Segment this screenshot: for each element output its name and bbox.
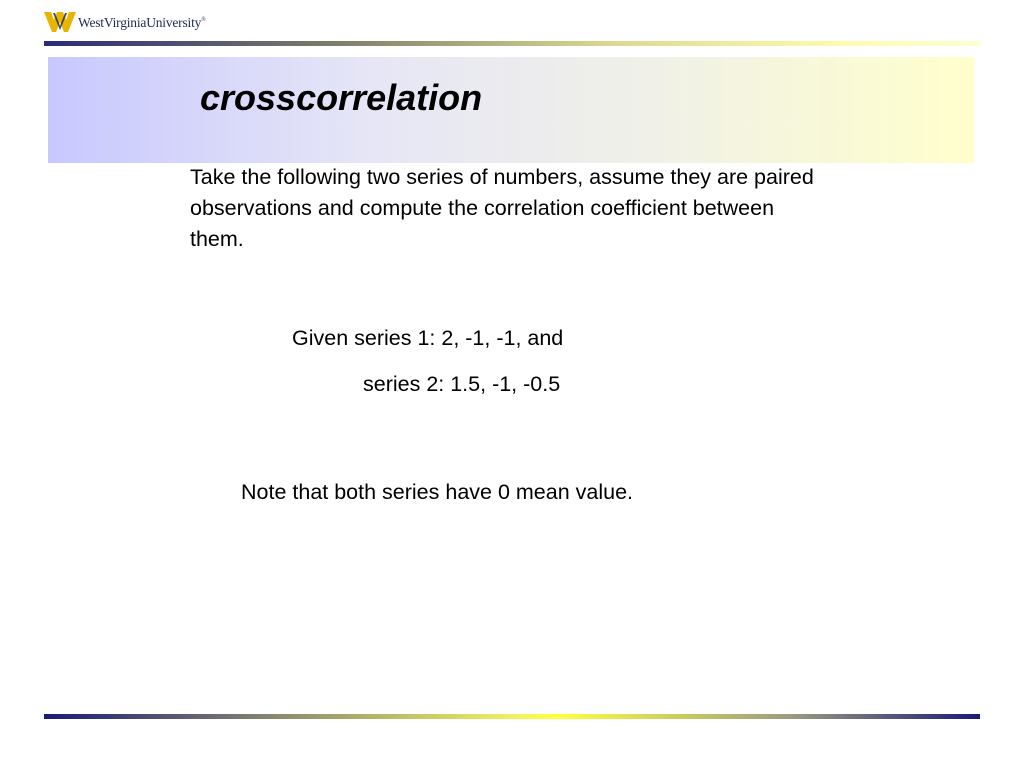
series-1-text: Given series 1: 2, -1, -1, and: [292, 326, 564, 350]
slide-title: crosscorrelation: [200, 77, 483, 118]
logo-text: WestVirginiaUniversity: [78, 15, 202, 30]
series-2-text: series 2: 1.5, -1, -0.5: [363, 372, 561, 396]
wvu-logo: [44, 8, 206, 36]
flying-wv-icon: [44, 10, 76, 34]
registered-mark: ®: [201, 17, 206, 23]
logo-wordmark: [78, 15, 206, 31]
top-divider: [44, 41, 980, 46]
bottom-divider: [44, 714, 980, 719]
mean-note: Note that both series have 0 mean value.: [241, 480, 634, 504]
instruction-paragraph: Take the following two series of numbers, assume they are paired observations and compute the correlation coefficient between them.: [190, 165, 814, 251]
title-band: [48, 57, 974, 163]
